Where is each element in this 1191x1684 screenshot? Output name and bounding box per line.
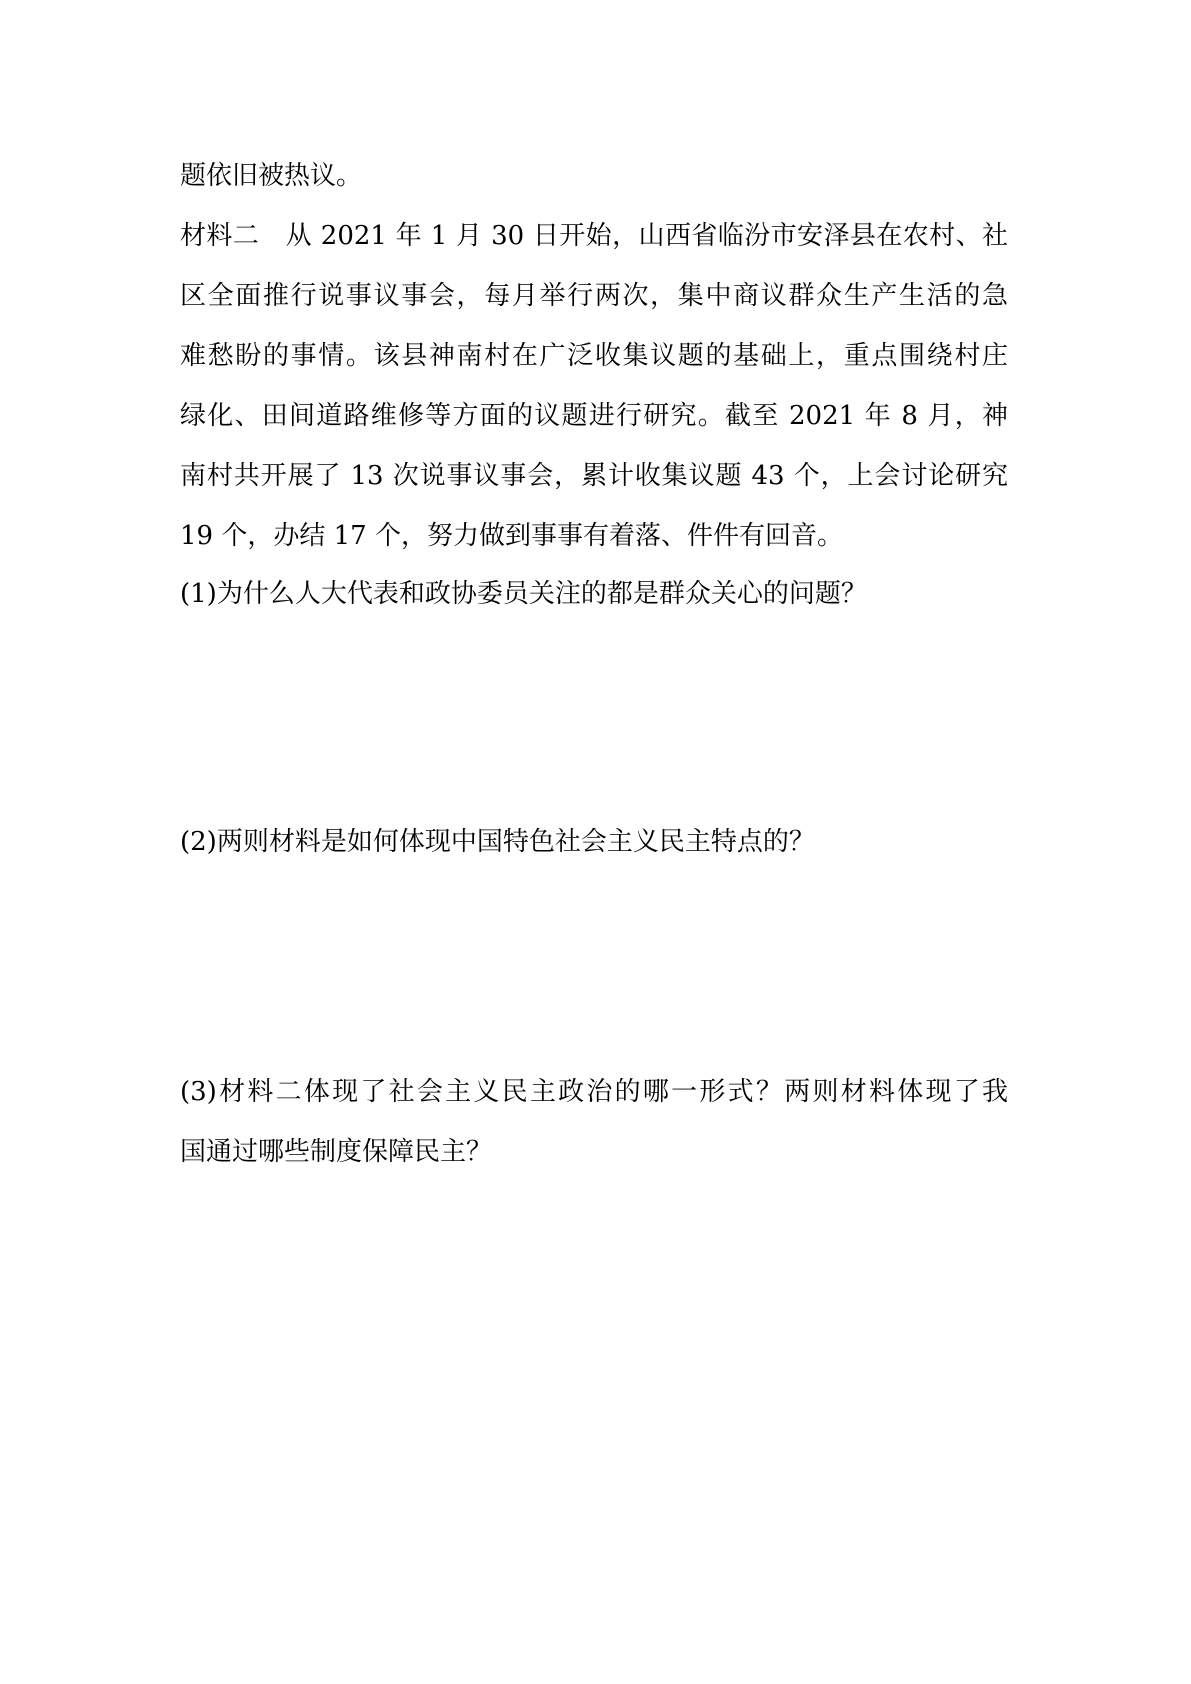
paragraph-continuation: 题依旧被热议。	[180, 161, 363, 191]
material-two-line-6: 19 个，办结 17 个，努力做到事事有着落、件件有回音。	[180, 521, 843, 551]
material-two-line-2: 区全面推行说事议事会，每月举行两次，集中商议群众生产生活的急	[180, 281, 1008, 311]
question-2: (2)两则材料是如何体现中国特色社会主义民主特点的？	[180, 827, 815, 857]
question-3-line-2: 国通过哪些制度保障民主？	[180, 1137, 493, 1167]
material-two-line-5: 南村共开展了 13 次说事议事会，累计收集议题 43 个，上会讨论研究	[180, 461, 1008, 491]
material-two-line-3: 难愁盼的事情。该县神南村在广泛收集议题的基础上，重点围绕村庄	[180, 341, 1008, 371]
material-two-line-1: 材料二 从 2021 年 1 月 30 日开始，山西省临汾市安泽县在农村、社	[180, 221, 1008, 251]
question-3-line-1: (3)材料二体现了社会主义民主政治的哪一形式？两则材料体现了我	[180, 1077, 1008, 1107]
question-1: (1)为什么人大代表和政协委员关注的都是群众关心的问题？	[180, 579, 867, 609]
material-two-line-4: 绿化、田间道路维修等方面的议题进行研究。截至 2021 年 8 月，神	[180, 401, 1008, 431]
